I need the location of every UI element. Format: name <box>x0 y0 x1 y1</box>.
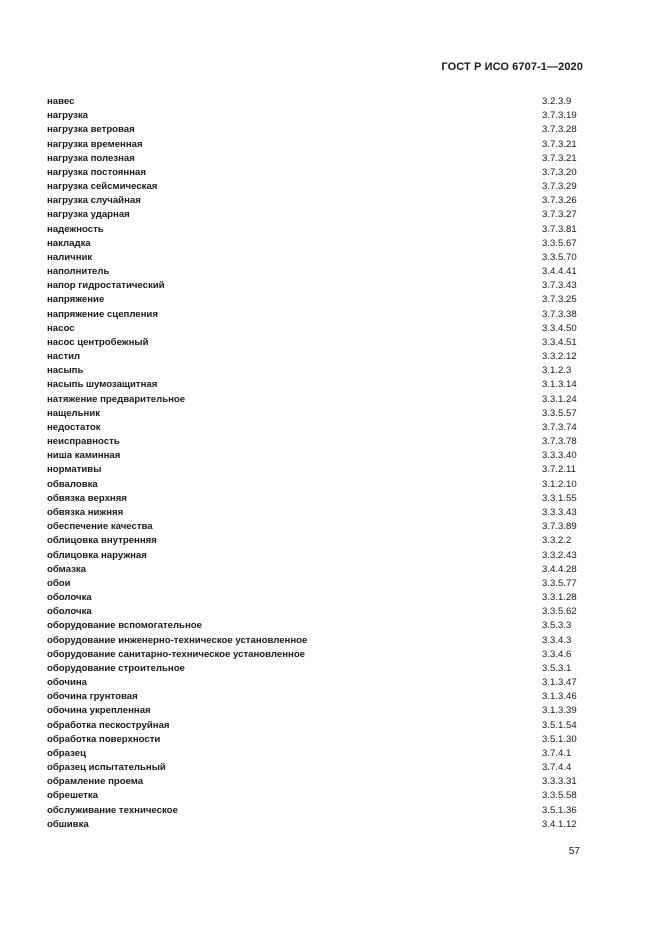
index-entry <box>47 138 582 152</box>
index-reference: 3.7.3.25 <box>542 294 577 306</box>
index-entry <box>47 293 582 307</box>
index-term: обеспечение качества <box>47 521 153 533</box>
index-entry <box>47 549 582 563</box>
index-term: натяжение предварительное <box>47 393 186 405</box>
index-reference: 3.5.1.54 <box>542 719 577 731</box>
index-reference: 3.3.4.3 <box>542 634 572 646</box>
index-entry <box>47 208 582 222</box>
index-term: облицовка наружная <box>47 549 147 561</box>
index-reference: 3.7.3.28 <box>542 124 577 136</box>
index-reference: 3.3.1.55 <box>542 492 577 504</box>
index-reference: 3.4.4.28 <box>542 563 577 575</box>
index-entry <box>47 463 582 477</box>
index-reference: 3.7.3.29 <box>542 181 577 193</box>
index-reference: 3.7.3.26 <box>542 195 577 207</box>
index-entry <box>47 634 582 648</box>
index-reference: 3.5.1.30 <box>542 733 577 745</box>
index-term: обрешетка <box>47 790 99 802</box>
index-term: нагрузка временная <box>47 138 143 150</box>
index-term: обрамление проема <box>47 776 144 788</box>
index-term: образец испытательный <box>47 762 166 774</box>
index-reference: 3.3.3.43 <box>542 506 577 518</box>
index-reference: 3.1.3.47 <box>542 677 577 689</box>
index-entry <box>47 648 582 662</box>
index-term: обработка пескоструйная <box>47 719 170 731</box>
index-term: оборудование санитарно-техническое установленное <box>47 648 306 660</box>
index-entry <box>47 421 582 435</box>
index-term: нагрузка постоянная <box>47 166 146 178</box>
index-entry <box>47 378 582 392</box>
index-term: нагрузка полезная <box>47 152 135 164</box>
index-entry <box>47 308 582 322</box>
index-term: наличник <box>47 251 93 263</box>
index-reference: 3.7.3.20 <box>542 166 577 178</box>
index-entry <box>47 690 582 704</box>
index-entry <box>47 619 582 633</box>
index-reference: 3.3.5.58 <box>542 790 577 802</box>
index-entry <box>47 336 582 350</box>
index-term: оболочка <box>47 606 92 618</box>
index-entry <box>47 733 582 747</box>
index-reference: 3.1.2.3 <box>542 365 572 377</box>
index-entry <box>47 662 582 676</box>
index-entry <box>47 775 582 789</box>
index-term: обвязка верхняя <box>47 492 127 504</box>
index-entry <box>47 251 582 265</box>
index-term: наполнитель <box>47 266 110 278</box>
index-term: обвязка нижняя <box>47 506 124 518</box>
index-reference: 3.7.3.81 <box>542 223 577 235</box>
index-term: обочина <box>47 677 88 689</box>
index-term: насос центробежный <box>47 336 149 348</box>
index-term: нащельник <box>47 407 101 419</box>
index-entry <box>47 350 582 364</box>
index-reference: 3.3.4.51 <box>542 336 577 348</box>
index-reference: 3.7.2.11 <box>542 464 576 476</box>
index-reference: 3.7.3.21 <box>542 152 577 164</box>
index-entry <box>47 591 582 605</box>
index-entry <box>47 492 582 506</box>
index-reference: 3.7.3.74 <box>542 421 577 433</box>
index-entry <box>47 534 582 548</box>
index-term: напор гидростатический <box>47 280 165 292</box>
index-reference: 3.3.5.57 <box>542 407 577 419</box>
index-reference: 3.3.4.50 <box>542 322 577 334</box>
index-entry <box>47 265 582 279</box>
index-term: оборудование строительное <box>47 662 185 674</box>
index-reference: 3.3.1.28 <box>542 592 577 604</box>
index-entry <box>47 761 582 775</box>
index-reference: 3.3.5.70 <box>542 251 577 263</box>
index-term: нормативы <box>47 464 102 476</box>
index-term: ниша каминная <box>47 450 121 462</box>
index-entry <box>47 95 582 109</box>
index-term: оболочка <box>47 592 92 604</box>
index-entry <box>47 322 582 336</box>
index-reference: 3.3.5.62 <box>542 606 577 618</box>
index-term: насыпь шумозащитная <box>47 379 158 391</box>
index-term: оборудование вспомогательное <box>47 620 202 632</box>
index-entry <box>47 478 582 492</box>
index-reference: 3.7.3.38 <box>542 308 577 320</box>
index-reference: 3.3.5.67 <box>542 237 577 249</box>
index-term: облицовка внутренняя <box>47 535 157 547</box>
index-reference: 3.3.3.31 <box>542 776 577 788</box>
index-term: обои <box>47 577 71 589</box>
index-reference: 3.4.4.41 <box>542 266 577 278</box>
index-entry <box>47 506 582 520</box>
index-term: надежность <box>47 223 104 235</box>
index-entry <box>47 719 582 733</box>
index-reference: 3.3.5.77 <box>542 577 577 589</box>
index-term: напряжение <box>47 294 105 306</box>
index-term: образец <box>47 747 86 759</box>
index-entry <box>47 577 582 591</box>
index-entry <box>47 704 582 718</box>
index-term: обработка поверхности <box>47 733 161 745</box>
index-term: обочина грунтовая <box>47 691 138 703</box>
index-term: насыпь <box>47 365 84 377</box>
index-entry <box>47 237 582 251</box>
index-entry <box>47 364 582 378</box>
index-reference: 3.5.3.1 <box>542 662 572 674</box>
index-entry <box>47 194 582 208</box>
index-entry <box>47 123 582 137</box>
index-reference: 3.5.1.36 <box>542 804 577 816</box>
index-term: обшивка <box>47 818 89 830</box>
index-entry <box>47 109 582 123</box>
document-header: ГОСТ Р ИСО 6707-1—2020 <box>441 61 583 73</box>
index-reference: 3.7.3.43 <box>542 280 577 292</box>
index-reference: 3.1.3.46 <box>542 691 577 703</box>
index-entry <box>47 393 582 407</box>
index-list <box>47 95 582 832</box>
index-term: обслуживание техническое <box>47 804 178 816</box>
index-reference: 3.3.4.6 <box>542 648 572 660</box>
index-reference: 3.7.3.27 <box>542 209 577 221</box>
index-term: накладка <box>47 237 91 249</box>
index-term: нагрузка сейсмическая <box>47 181 158 193</box>
index-entry <box>47 747 582 761</box>
index-entry <box>47 407 582 421</box>
index-reference: 3.3.3.40 <box>542 450 577 462</box>
index-reference: 3.1.3.39 <box>542 705 577 717</box>
index-entry <box>47 166 582 180</box>
index-reference: 3.7.3.78 <box>542 436 577 448</box>
index-term: обочина укрепленная <box>47 705 151 717</box>
index-entry <box>47 676 582 690</box>
index-entry <box>47 152 582 166</box>
index-term: навес <box>47 96 75 107</box>
index-entry <box>47 180 582 194</box>
index-reference: 3.3.2.12 <box>542 351 577 363</box>
index-reference: 3.1.3.14 <box>542 379 577 391</box>
index-reference: 3.2.3.9 <box>542 96 572 107</box>
index-entry <box>47 449 582 463</box>
index-term: оборудование инженерно-техническое установленное <box>47 634 308 646</box>
index-entry <box>47 818 582 832</box>
index-entry <box>47 789 582 803</box>
index-term: обваловка <box>47 478 98 490</box>
page-number: 57 <box>568 846 580 857</box>
index-entry <box>47 279 582 293</box>
index-entry <box>47 223 582 237</box>
index-term: нагрузка случайная <box>47 195 141 207</box>
index-entry <box>47 605 582 619</box>
index-term: обмазка <box>47 563 86 575</box>
index-term: насос <box>47 322 75 334</box>
index-reference: 3.1.2.10 <box>542 478 577 490</box>
index-reference: 3.4.1.12 <box>542 818 577 830</box>
index-term: нагрузка ударная <box>47 209 130 221</box>
index-term: неисправность <box>47 436 120 448</box>
index-term: недостаток <box>47 421 101 433</box>
index-term: нагрузка <box>47 110 88 122</box>
index-reference: 3.7.3.89 <box>542 521 577 533</box>
index-term: настил <box>47 351 81 363</box>
index-reference: 3.5.3.3 <box>542 620 572 632</box>
index-entry <box>47 804 582 818</box>
index-term: напряжение сцепления <box>47 308 158 320</box>
index-entry <box>47 520 582 534</box>
index-reference: 3.7.3.21 <box>542 138 577 150</box>
index-reference: 3.7.4.4 <box>542 762 572 774</box>
index-reference: 3.7.4.1 <box>542 747 572 759</box>
index-reference: 3.3.2.43 <box>542 549 577 561</box>
index-reference: 3.3.2.2 <box>542 535 572 547</box>
index-entry <box>47 435 582 449</box>
index-reference: 3.3.1.24 <box>542 393 577 405</box>
index-term: нагрузка ветровая <box>47 124 135 136</box>
index-entry <box>47 563 582 577</box>
index-reference: 3.7.3.19 <box>542 110 577 122</box>
